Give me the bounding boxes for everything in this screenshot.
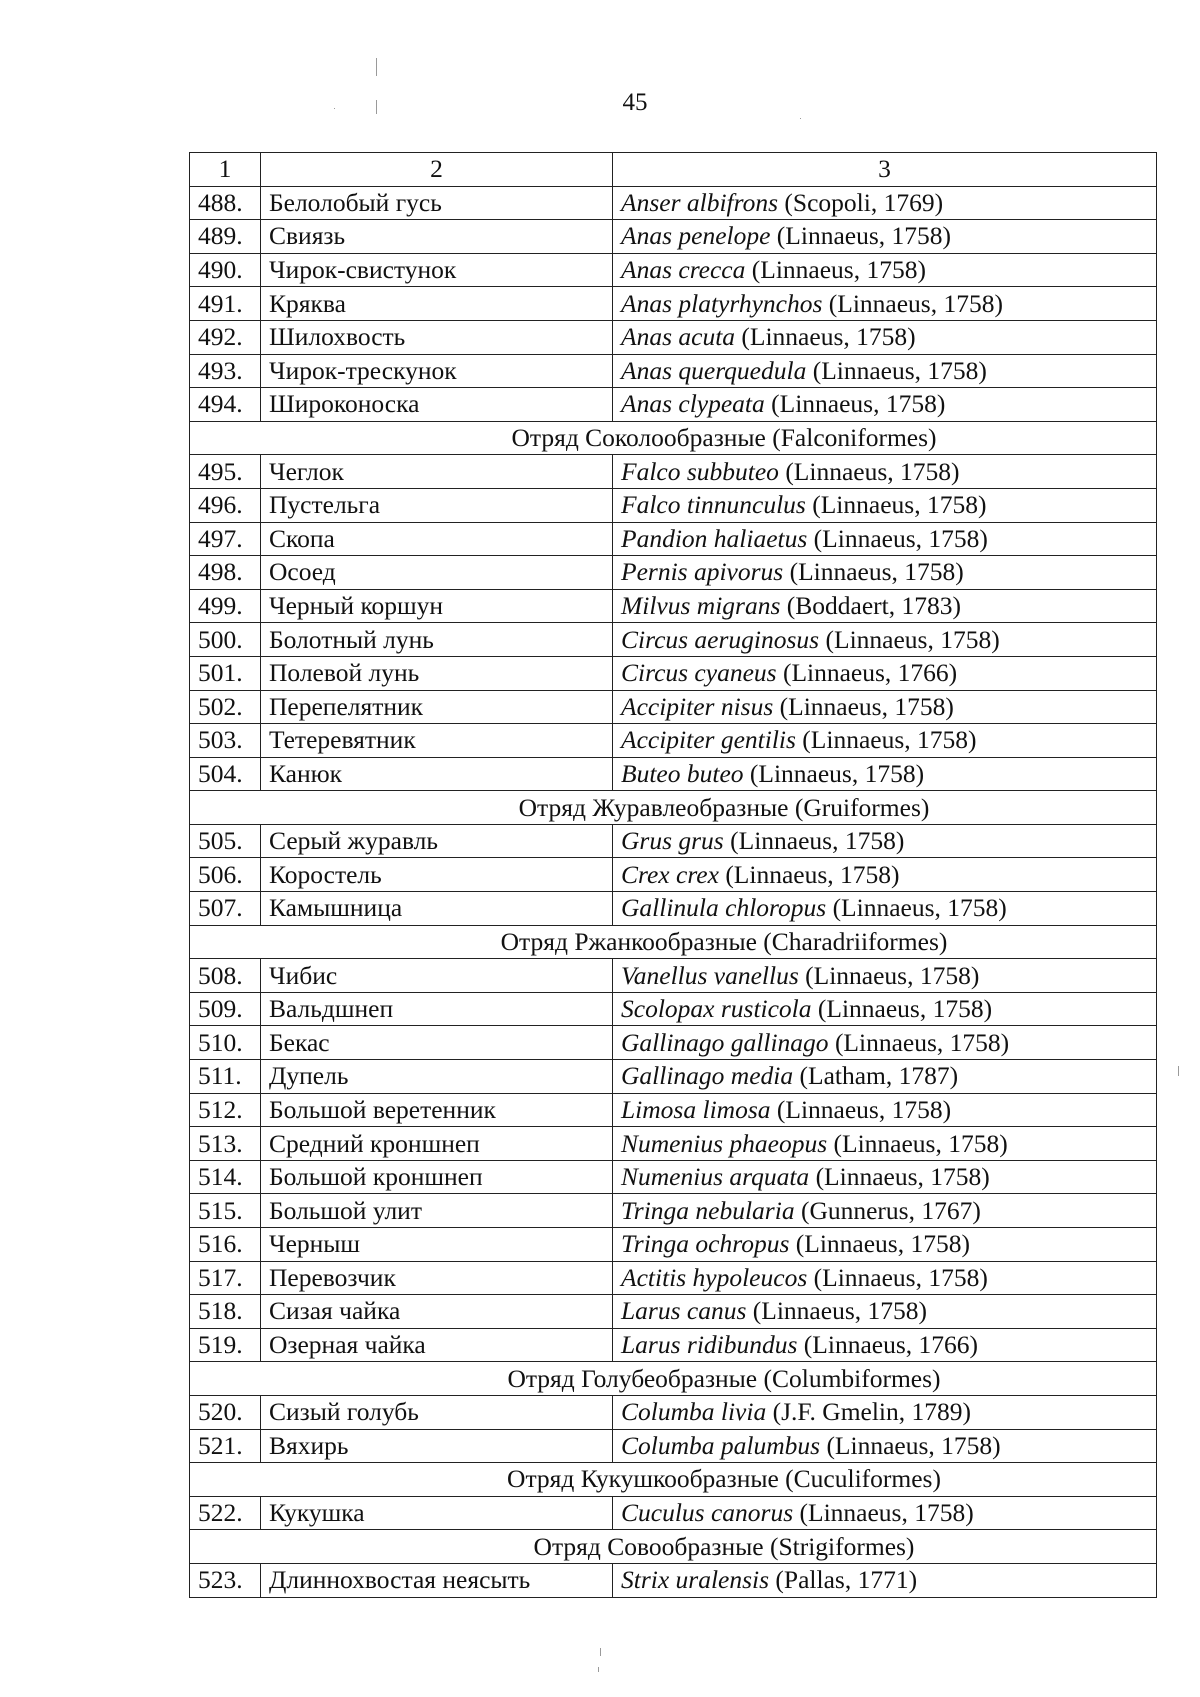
latin-binomial: Columba livia [621,1397,767,1427]
order-heading: Отряд Журавлеобразные (Gruiformes) [190,791,1157,825]
species-scientific-name [613,1496,1157,1530]
table-row [190,892,1157,926]
latin-binomial: Limosa limosa [621,1094,771,1124]
latin-binomial: Accipiter gentilis [621,725,796,755]
species-scientific-name [613,992,1157,1026]
species-scientific-name [613,253,1157,287]
taxon-authority: (Linnaeus, 1758) [776,221,952,251]
species-russian-name: Полевой лунь [261,656,613,690]
taxon-authority: (Linnaeus, 1758) [805,960,980,990]
taxon-authority: (Linnaeus, 1758) [834,1027,1010,1057]
table-row [190,455,1157,489]
species-russian-name: Чеглок [261,455,613,489]
species-number: 502. [190,690,261,724]
species-scientific-name [613,892,1157,926]
species-scientific-name [613,724,1157,758]
column-header-latin-name: 3 [613,153,1157,187]
species-number: 508. [190,959,261,993]
species-scientific-name [613,1563,1157,1597]
order-heading: Отряд Голубеобразные (Columbiformes) [190,1362,1157,1396]
order-heading-row [190,1362,1157,1396]
column-header-russian-name: 2 [261,153,613,187]
table-row [190,1496,1157,1530]
order-heading-row [190,421,1157,455]
species-russian-name: Чибис [261,959,613,993]
latin-binomial: Anas acuta [621,322,736,352]
species-number: 513. [190,1127,261,1161]
species-number: 491. [190,287,261,321]
scan-mark [1178,1066,1179,1076]
latin-binomial: Numenius arquata [621,1162,810,1192]
table-row [190,354,1157,388]
table-row [190,959,1157,993]
species-number: 504. [190,757,261,791]
order-heading-row [190,791,1157,825]
species-scientific-name [613,690,1157,724]
species-scientific-name [613,320,1157,354]
species-scientific-name [613,1295,1157,1329]
species-number: 506. [190,858,261,892]
taxon-authority: (Gunnerus, 1767) [800,1195,981,1225]
taxon-authority: (Linnaeus, 1758) [833,1128,1008,1158]
table-row [190,1194,1157,1228]
species-scientific-name [613,1395,1157,1429]
species-scientific-name [613,824,1157,858]
species-number: 520. [190,1395,261,1429]
species-number: 489. [190,220,261,254]
table-row [190,690,1157,724]
species-russian-name: Шилохвость [261,320,613,354]
page-number: 45 [622,89,648,116]
latin-binomial: Anas platyrhynchos [621,288,823,318]
species-number: 493. [190,354,261,388]
table-row [190,623,1157,657]
latin-binomial: Tringa nebularia [621,1195,795,1225]
species-russian-name: Перепелятник [261,690,613,724]
table-row [190,589,1157,623]
latin-binomial: Vanellus vanellus [621,960,799,990]
taxon-authority: (Linnaeus, 1758) [752,1296,927,1326]
species-scientific-name [613,1261,1157,1295]
species-number: 512. [190,1093,261,1127]
table-row [190,1228,1157,1262]
species-scientific-name [613,1328,1157,1362]
latin-binomial: Strix uralensis [621,1565,770,1595]
species-scientific-name [613,1160,1157,1194]
table-row [190,1060,1157,1094]
table-row [190,220,1157,254]
taxon-authority: (Linnaeus, 1758) [817,994,993,1024]
species-number: 514. [190,1160,261,1194]
species-russian-name: Большой улит [261,1194,613,1228]
latin-binomial: Larus ridibundus [621,1330,798,1360]
taxon-authority: (Linnaeus, 1758) [725,859,900,889]
taxon-authority: (Linnaeus, 1758) [826,1430,1001,1460]
species-scientific-name [613,1429,1157,1463]
species-russian-name: Черныш [261,1228,613,1262]
table-row [190,757,1157,791]
latin-binomial: Accipiter nisus [621,691,774,721]
species-scientific-name [613,488,1157,522]
taxon-authority: (Linnaeus, 1758) [802,725,977,755]
table-row [190,1127,1157,1161]
species-number: 522. [190,1496,261,1530]
taxon-authority: (Linnaeus, 1758) [825,624,1000,654]
species-russian-name: Пустельга [261,488,613,522]
species-russian-name: Свиязь [261,220,613,254]
latin-binomial: Anas crecca [621,255,746,285]
taxon-authority: (Linnaeus, 1758) [832,893,1007,923]
order-heading: Отряд Совообразные (Strigiformes) [190,1530,1157,1564]
table-row [190,287,1157,321]
taxon-authority: (Linnaeus, 1758) [771,389,946,419]
taxon-authority: (Linnaeus, 1758) [799,1498,974,1528]
species-russian-name: Вяхирь [261,1429,613,1463]
species-scientific-name [613,959,1157,993]
order-heading: Отряд Соколообразные (Falconiformes) [190,421,1157,455]
species-number: 515. [190,1194,261,1228]
species-russian-name: Средний кроншнеп [261,1127,613,1161]
species-russian-name: Серый журавль [261,824,613,858]
latin-binomial: Pernis apivorus [621,557,784,587]
latin-binomial: Gallinago gallinago [621,1027,829,1057]
taxon-authority: (Linnaeus, 1758) [741,322,916,352]
table-row [190,1026,1157,1060]
latin-binomial: Grus grus [621,826,724,856]
taxon-authority: (Linnaeus, 1758) [785,456,960,486]
taxon-authority: (Latham, 1787) [799,1061,959,1091]
taxon-authority: (Pallas, 1771) [775,1565,918,1595]
species-number: 510. [190,1026,261,1060]
taxon-authority: (Linnaeus, 1758) [813,1262,988,1292]
latin-binomial: Actitis hypoleucos [621,1262,808,1292]
species-russian-name: Тетеревятник [261,724,613,758]
order-heading: Отряд Ржанкообразные (Charadriiformes) [190,925,1157,959]
species-russian-name: Чирок-свистунок [261,253,613,287]
species-russian-name: Широконоска [261,388,613,422]
species-number: 490. [190,253,261,287]
scan-mark [598,1667,599,1672]
species-number: 503. [190,724,261,758]
taxon-authority: (Linnaeus, 1758) [828,288,1003,318]
species-russian-name: Озерная чайка [261,1328,613,1362]
species-russian-name: Вальдшнеп [261,992,613,1026]
taxon-authority: (Linnaeus, 1758) [812,490,987,520]
species-russian-name: Белолобый гусь [261,186,613,220]
latin-binomial: Circus cyaneus [621,658,777,688]
species-russian-name: Бекас [261,1026,613,1060]
species-russian-name: Большой кроншнеп [261,1160,613,1194]
scan-mark [376,58,377,76]
species-scientific-name [613,589,1157,623]
species-russian-name: Длиннохвостая неясыть [261,1563,613,1597]
species-scientific-name [613,656,1157,690]
species-number: 495. [190,455,261,489]
latin-binomial: Falco tinnunculus [621,490,806,520]
table-row [190,1160,1157,1194]
taxon-authority: (Linnaeus, 1758) [815,1162,990,1192]
taxon-authority: (Boddaert, 1783) [786,591,961,621]
species-scientific-name [613,522,1157,556]
species-number: 499. [190,589,261,623]
latin-binomial: Larus canus [621,1296,747,1326]
species-number: 509. [190,992,261,1026]
table-row [190,858,1157,892]
order-heading: Отряд Кукушкообразные (Cuculiformes) [190,1463,1157,1497]
species-scientific-name [613,354,1157,388]
taxon-authority: (Linnaeus, 1758) [795,1229,970,1259]
taxon-authority: (Linnaeus, 1758) [751,255,926,285]
table-row [190,488,1157,522]
latin-binomial: Anas clypeata [621,389,765,419]
taxon-authority: (Linnaeus, 1766) [803,1330,979,1360]
species-russian-name: Кукушка [261,1496,613,1530]
order-heading-row [190,925,1157,959]
latin-binomial: Falco subbuteo [621,456,779,486]
latin-binomial: Circus aeruginosus [621,624,820,654]
table-row [190,656,1157,690]
species-table-body [190,153,1157,1598]
latin-binomial: Buteo buteo [621,758,744,788]
species-russian-name: Черный коршун [261,589,613,623]
species-scientific-name [613,1093,1157,1127]
scan-mark [600,1648,601,1656]
table-row [190,186,1157,220]
table-row [190,388,1157,422]
species-table [189,152,1157,1598]
species-russian-name: Дупель [261,1060,613,1094]
species-russian-name: Камышница [261,892,613,926]
species-number: 498. [190,556,261,590]
table-row [190,556,1157,590]
species-russian-name: Коростель [261,858,613,892]
species-russian-name: Болотный лунь [261,623,613,657]
species-scientific-name [613,287,1157,321]
table-row [190,1261,1157,1295]
taxon-authority: (Linnaeus, 1758) [789,557,964,587]
table-row [190,824,1157,858]
table-row [190,992,1157,1026]
order-heading-row [190,1463,1157,1497]
species-scientific-name [613,556,1157,590]
species-number: 497. [190,522,261,556]
species-number: 505. [190,824,261,858]
species-number: 496. [190,488,261,522]
latin-binomial: Anas penelope [621,221,771,251]
table-row [190,1093,1157,1127]
table-row [190,724,1157,758]
species-number: 516. [190,1228,261,1262]
latin-binomial: Gallinula chloropus [621,893,827,923]
table-row [190,253,1157,287]
taxon-authority: (J.F. Gmelin, 1789) [772,1397,972,1427]
species-number: 501. [190,656,261,690]
taxon-authority: (Linnaeus, 1758) [779,691,954,721]
table-row [190,1429,1157,1463]
table-row [190,1395,1157,1429]
latin-binomial: Cuculus canorus [621,1498,794,1528]
species-number: 511. [190,1060,261,1094]
species-scientific-name [613,858,1157,892]
species-scientific-name [613,388,1157,422]
latin-binomial: Pandion haliaetus [621,523,808,553]
species-scientific-name [613,1194,1157,1228]
latin-binomial: Gallinago media [621,1061,794,1091]
taxon-authority: (Linnaeus, 1758) [749,758,925,788]
species-russian-name: Скопа [261,522,613,556]
species-scientific-name [613,186,1157,220]
species-number: 492. [190,320,261,354]
table-row [190,320,1157,354]
latin-binomial: Anser albifrons [621,187,779,217]
species-number: 494. [190,388,261,422]
latin-binomial: Scolopax rusticola [621,994,812,1024]
species-number: 517. [190,1261,261,1295]
order-heading-row [190,1530,1157,1564]
species-russian-name: Чирок-трескунок [261,354,613,388]
species-russian-name: Сизый голубь [261,1395,613,1429]
taxon-authority: (Linnaeus, 1758) [730,826,905,856]
species-scientific-name [613,1127,1157,1161]
species-number: 488. [190,186,261,220]
species-russian-name: Осоед [261,556,613,590]
latin-binomial: Crex crex [621,859,719,889]
table-row [190,1563,1157,1597]
species-number: 500. [190,623,261,657]
species-scientific-name [613,455,1157,489]
latin-binomial: Anas querquedula [621,355,807,385]
species-russian-name: Большой веретенник [261,1093,613,1127]
species-scientific-name [613,1026,1157,1060]
latin-binomial: Numenius phaeopus [621,1128,828,1158]
taxon-authority: (Linnaeus, 1766) [782,658,958,688]
species-russian-name: Кряква [261,287,613,321]
species-scientific-name [613,757,1157,791]
species-number: 518. [190,1295,261,1329]
taxon-authority: (Scopoli, 1769) [784,187,944,217]
species-number: 523. [190,1563,261,1597]
table-row [190,1328,1157,1362]
taxon-authority: (Linnaeus, 1758) [812,355,987,385]
taxon-authority: (Linnaeus, 1758) [813,523,988,553]
species-scientific-name [613,1060,1157,1094]
species-russian-name: Перевозчик [261,1261,613,1295]
species-number: 507. [190,892,261,926]
taxon-authority: (Linnaeus, 1758) [776,1094,952,1124]
species-scientific-name [613,623,1157,657]
species-scientific-name [613,1228,1157,1262]
latin-binomial: Columba palumbus [621,1430,821,1460]
species-russian-name: Сизая чайка [261,1295,613,1329]
scan-mark [800,118,801,119]
species-scientific-name [613,220,1157,254]
column-header-number: 1 [190,153,261,187]
species-number: 521. [190,1429,261,1463]
latin-binomial: Milvus migrans [621,591,781,621]
species-russian-name: Канюк [261,757,613,791]
latin-binomial: Tringa ochropus [621,1229,790,1259]
table-row [190,522,1157,556]
table-row [190,1295,1157,1329]
column-header-row [190,153,1157,187]
species-number: 519. [190,1328,261,1362]
